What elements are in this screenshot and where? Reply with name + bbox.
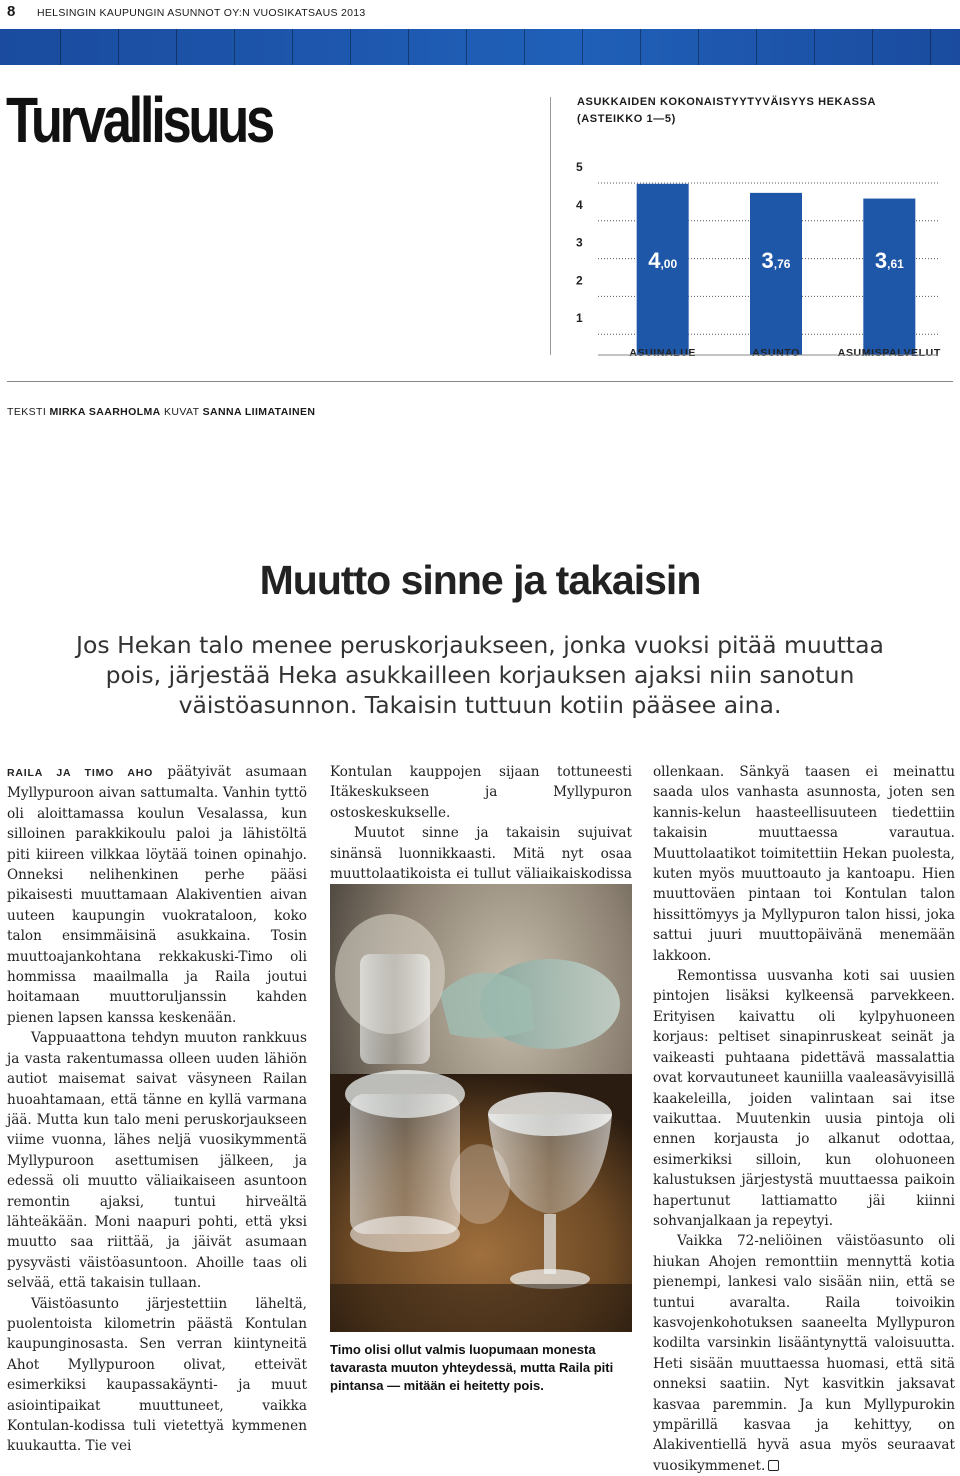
bar	[863, 199, 915, 355]
glassware-photo-illustration	[330, 884, 632, 1332]
page-number: 8	[7, 3, 16, 20]
band-tick	[640, 29, 641, 65]
band-tick	[466, 29, 467, 65]
band-tick	[698, 29, 699, 65]
band-tick	[814, 29, 815, 65]
publication-title: HELSINGIN KAUPUNGIN ASUNNOT OY:N VUOSIKATSAUS 2013	[37, 7, 366, 19]
bar-value-label: 3,76	[761, 248, 791, 273]
credits-author: MIRKA SAARHOLMA	[49, 406, 161, 418]
band-tick	[582, 29, 583, 65]
photo-caption: Timo olisi ollut valmis luopumaan monesta tavarasta muuton yhteydessä, mutta Raila piti pintansa — mitään ei heitetty pois.	[330, 1342, 614, 1393]
credits-text-label: TEKSTI	[7, 406, 47, 418]
y-tick-label: 2	[576, 273, 583, 288]
band-tick	[234, 29, 235, 65]
col1-paragraph-1	[7, 762, 307, 1028]
column-1	[7, 762, 307, 1457]
band-tick	[524, 29, 525, 65]
bar-value-label: 3,61	[874, 248, 904, 273]
bar	[750, 193, 802, 355]
article-title: Muutto sinne ja takaisin	[259, 557, 701, 603]
category-label: ASUINALUE	[629, 347, 696, 359]
band-tick	[872, 29, 873, 65]
column-3	[653, 762, 955, 1476]
y-tick-label: 3	[576, 235, 583, 250]
satisfaction-chart	[560, 130, 950, 370]
col3-paragraph-3	[653, 1231, 955, 1476]
lead-in-names: RAILA JA TIMO AHO	[7, 767, 154, 779]
credits	[7, 406, 315, 418]
col3-paragraph-3-text: Vaikka 72-neliöinen väistöasunto oli hiukan Ahojen remonttiin mennyttä kotia pienempi, lankesi valo sisään niin, että se tuntui avaralta. Raila toivoikin kasvojenkohotuksen saaneelta Myllypuron kodilta varsinkin lisääntynyttä valoisuutta. Heti sisään muuttaessa huomasi, että sitä onneksi saatiin. Nyt kasvitkin jaksavat kasvaa paremmin. Ja kun Myllypurokin ympärillä kasvaa ja kehittyy, on Alakiventiellä hyvä asua myös seuraavat vuosikymmenet.	[653, 1233, 955, 1474]
category-label: ASUMISPALVELUT	[837, 347, 941, 359]
band-tick	[118, 29, 119, 65]
y-tick-label: 4	[576, 197, 583, 212]
chart-divider	[550, 97, 551, 355]
band-tick	[756, 29, 757, 65]
bar-value-label: 4,00	[648, 248, 678, 273]
header-band	[0, 29, 960, 65]
chart-title: ASUKKAIDEN KOKONAISTYYTYVÄISYYS HEKASSA	[577, 96, 877, 108]
col2-paragraph-1: Kontulan kauppojen sijaan tottuneesti Itäkeskukseen ja Myllypuron ostoskeskukselle.	[330, 764, 632, 821]
col1-paragraph-2: Vappuaattona tehdyn muuton rankkuus ja vasta rakentumassa olleen uuden lähiön autiot maisemat saivat väsyneen Railan huoahtamaan, että tänne en kyllä varmana jää. Mutta kun talo meni peruskorjaukseen viime vuonna, lähes neljä vuosikymmentä Myllypuroon asettumisen jälkeen, ja edessä oli muutto väliaikaiseen asuntoon remontin ajaksi, tuntui hirveältä lähteäkään. Moni naapuri pohti, että yksi muutto saa riittää, ja jäivät asumaan pysyvästi väistöasuntoon. Ahoille taas oli selvää, että takaisin tullaan.	[7, 1030, 307, 1292]
band-tick	[176, 29, 177, 65]
y-tick-label: 5	[576, 160, 583, 174]
y-tick-label: 1	[576, 311, 583, 326]
band-tick	[60, 29, 61, 65]
col3-paragraph-1: ollenkaan. Sänkyä taasen ei meinattu saada ulos vanhasta asunnosta, joten sen kannis-kelun haasteellisuuteen tiedettiin takaisin muuttaessa varautua. Muuttolaatikot toimitettiin Hekan puolesta, kuten myös muuttoauto ja kantoapu. Hien muuttoväen pintaan toi Kontulan talon hissittömyys ja Myllypuron talon hissi, joka sattui juuri muuttopäivänä menemään lakkoon.	[653, 764, 955, 964]
article-photo	[330, 884, 632, 1332]
col3-paragraph-2: Remontissa uusvanha koti sai uusien pintojen lisäksi kylkeensä parvekkeen. Erityisen kaivattu oli kylpyhuoneen korjaus: peltiset sinapinruskeat seinät ja vaikeasti puhtaana pidettävä massalattia ovat korvautuneet kauniilla vaaleasävyisillä kaakeleilla, joiden valintaan sai itse vaikuttaa. Muutenkin uusia pintoja oli ennen korjausta jo alkanut odottaa, esimerkiksi silloin, kun olohuoneen kalustuksen järjestystä muuttaessa paikoin hapertunut lattiamatto jäi kiinni sohvanjalkaan ja repeytyi.	[653, 968, 955, 1229]
band-tick	[350, 29, 351, 65]
section-title: Turvallisuus	[6, 84, 272, 156]
chart-subtitle: (ASTEIKKO 1—5)	[577, 113, 676, 125]
col1-paragraph-1-text: päätyivät asumaan Myllypuroon aivan sattumalta. Vanhin tyttö oli aloittamassa koulun Vesalassa, kun silloinen parakkikoulu paloi ja lähistöltä piti kiireen vilkkaa löytää toinen opinahjo. Onneksi nelihenkinen perhe pääsi pikaisesti muuttamaan Alakiventien aivan uuteen kaupungin vuokrataloon, koko talon ensimmäisinä asukkaina. Tosin muuttoajankohtana rekkakuski-Timo oli hommissa maailmalla ja Raila joutui hoitamaan muuttoruljanssin kahden pienen lapsen kanssa keskenään.	[7, 764, 308, 1026]
section-rule	[7, 381, 953, 382]
chart-title-block	[577, 94, 876, 128]
credits-photographer: SANNA LIIMATAINEN	[202, 406, 316, 418]
band-tick	[292, 29, 293, 65]
credits-photo-label: KUVAT	[164, 406, 200, 418]
article-lead: Jos Hekan talo menee peruskorjaukseen, jonka vuoksi pitää muuttaa pois, järjestää Heka asukkailleen korjauksen ajaksi niin sanotun väistöasunnon. Takaisin tuttuun kotiin pääsee aina.	[76, 631, 884, 719]
house-endmark-icon	[768, 1460, 779, 1471]
category-label: ASUNTO	[752, 347, 800, 359]
col1-paragraph-3: Väistöasunto järjestettiin läheltä, puolentoista kilometrin päästä Kontulan kaupunginosasta. Sen verran kiintyneitä Ahot Myllypuroon olivat, etteivät esimerkiksi kaupassakäynti- ja muut asiointipaikat muuttuneet, vaikka Kontulan-kodissa tuli vietettyä kymmenen kuukautta. Tie vei	[7, 1295, 307, 1455]
col2-paragraph-2: Muutot sinne ja takaisin sujuivat sinänsä luonnikkaasti. Mitä nyt osaa muuttolaatikoista ei tullut väliaikaiskodissa	[330, 825, 632, 883]
band-tick	[930, 29, 931, 65]
band-tick	[408, 29, 409, 65]
